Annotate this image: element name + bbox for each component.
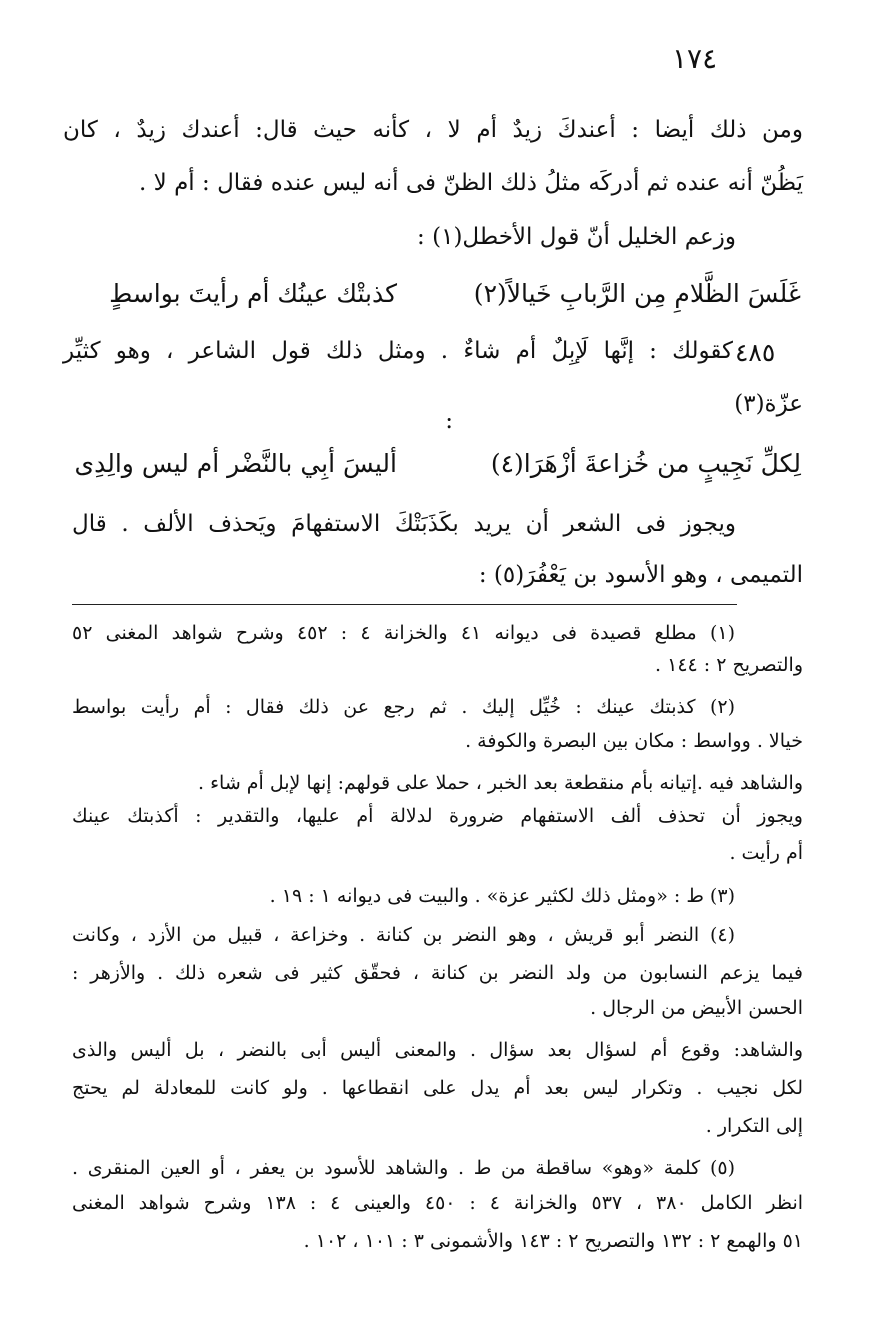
footnote-1-line2: والتصريح ٢ : ١٤٤ . [655, 654, 803, 676]
footnote-3-line1: (٣) ط : «ومثل ذلك لكثير عزة» . والبيت فى ديوانه ١ : ١٩ . [269, 885, 735, 907]
footnote-4-line5: لكل نجيب . وتكرار ليس بعد أم يدل على انقطاعها . ولو كانت للمعادلة لم يحتج [72, 1077, 803, 1099]
footnote-4-line2: فيما يزعم النسابون من ولد النضر بن كنانة ، فحقّق كثير فى شعره ذلك . والأزهر : [72, 962, 803, 984]
body-p4-line1: ويجوز فى الشعر أن يريد بكَذَبَتْكَ الاستفهامَ ويَحذف الألف . قال [72, 511, 736, 537]
margin-number: ٤٨٥ [735, 338, 776, 367]
footnote-5-line3: ٥١ والهمع ٢ : ١٣٢ والتصريح ٢ : ١٤٣ والأشمونى ٣ : ١٠١ ، ١٠٢ . [303, 1230, 803, 1252]
footnote-2-line2: خيالا . وواسط : مكان بين البصرة والكوفة . [465, 730, 803, 752]
footnote-4-line3: الحسن الأبيض من الرجال . [590, 997, 803, 1019]
body-p4-line2: التميمى ، وهو الأسود بن يَعْفُرَ(٥) : [478, 562, 803, 588]
verse1-second-hemistich: غَلَسَ الظَّلامِ مِن الرَّبابِ خَيالاً(٢) [473, 279, 801, 308]
footnote-4-line1: (٤) النضر أبو قريش ، وهو النضر بن كنانة . وخزاعة ، قبيل من الأزد ، وكانت [72, 924, 735, 946]
footnote-2-line3: والشاهد فيه .إتيانه بأم منقطعة بعد الخبر ، حملا على قولهم: إنها لإبل أم شاء . [198, 772, 803, 794]
body-p3-line1: كقولك : إنَّها لَإبِلٌ أم شاءٌ . ومثل ذلك قول الشاعر ، وهو كثيِّر [63, 338, 733, 364]
verse2-second-hemistich: لِكلِّ نَجِيبٍ من خُزاعةَ أزْهَرَا(٤) [490, 449, 801, 478]
footnote-2-line4: ويجوز أن تحذف ألف الاستفهام ضرورة لدلالة أم عليها، والتقدير : أكذبتك عينك [72, 805, 803, 827]
body-p1-line2: يَظُنّ أنه عنده ثم أدركَه مثلُ ذلك الظنّ فى أنه ليس عنده فقال : أم لا . [139, 170, 803, 196]
body-p1-line1: ومن ذلك أيضا : أعندكَ زيدٌ أم لا ، كأنه حيث قال: أعندك زيدٌ ، كان [63, 117, 803, 143]
verse1-first-hemistich: كذبتْك عينُك أم رأيتَ بواسطٍ [109, 279, 397, 308]
footnote-4-line6: إلى التكرار . [705, 1115, 803, 1137]
body-p2-line1: وزعم الخليل أنّ قول الأخطل(١) : [417, 224, 736, 250]
footnote-4-line4: والشاهد: وقوع أم لسؤال بعد سؤال . والمعنى أليس أبى بالنضر ، بل أليس والذى [72, 1039, 803, 1061]
footnote-2-line5: أم رأيت . [729, 842, 803, 864]
footnote-5-line1: (٥) كلمة «وهو» ساقطة من ط . والشاهد للأسود بن يعفر ، أو العين المنقرى . [72, 1157, 735, 1179]
page-number: ١٧٤ [672, 42, 718, 75]
footnote-separator [72, 604, 737, 605]
footnote-1-line1: (١) مطلع قصيدة فى ديوانه ٤١ والخزانة ٤ : ٤٥٢ وشرح شواهد المغنى ٥٢ [72, 622, 736, 644]
verse2-first-hemistich: أليسَ أبِي بالنَّضْر أم ليس والِدِى [74, 449, 397, 478]
body-p3-line2: عزّة(٣) [734, 391, 803, 417]
footnote-5-line2: انظر الكامل ٣٨٠ ، ٥٣٧ والخزانة ٤ : ٤٥٠ والعينى ٤ : ١٣٨ وشرح شواهد المغنى [72, 1192, 804, 1214]
body-p3-line3: : [445, 408, 453, 434]
footnote-2-line1: (٢) كذبتك عينك : خُيِّل إليك . ثم رجع عن ذلك فقال : أم رأيت بواسط [72, 696, 735, 718]
